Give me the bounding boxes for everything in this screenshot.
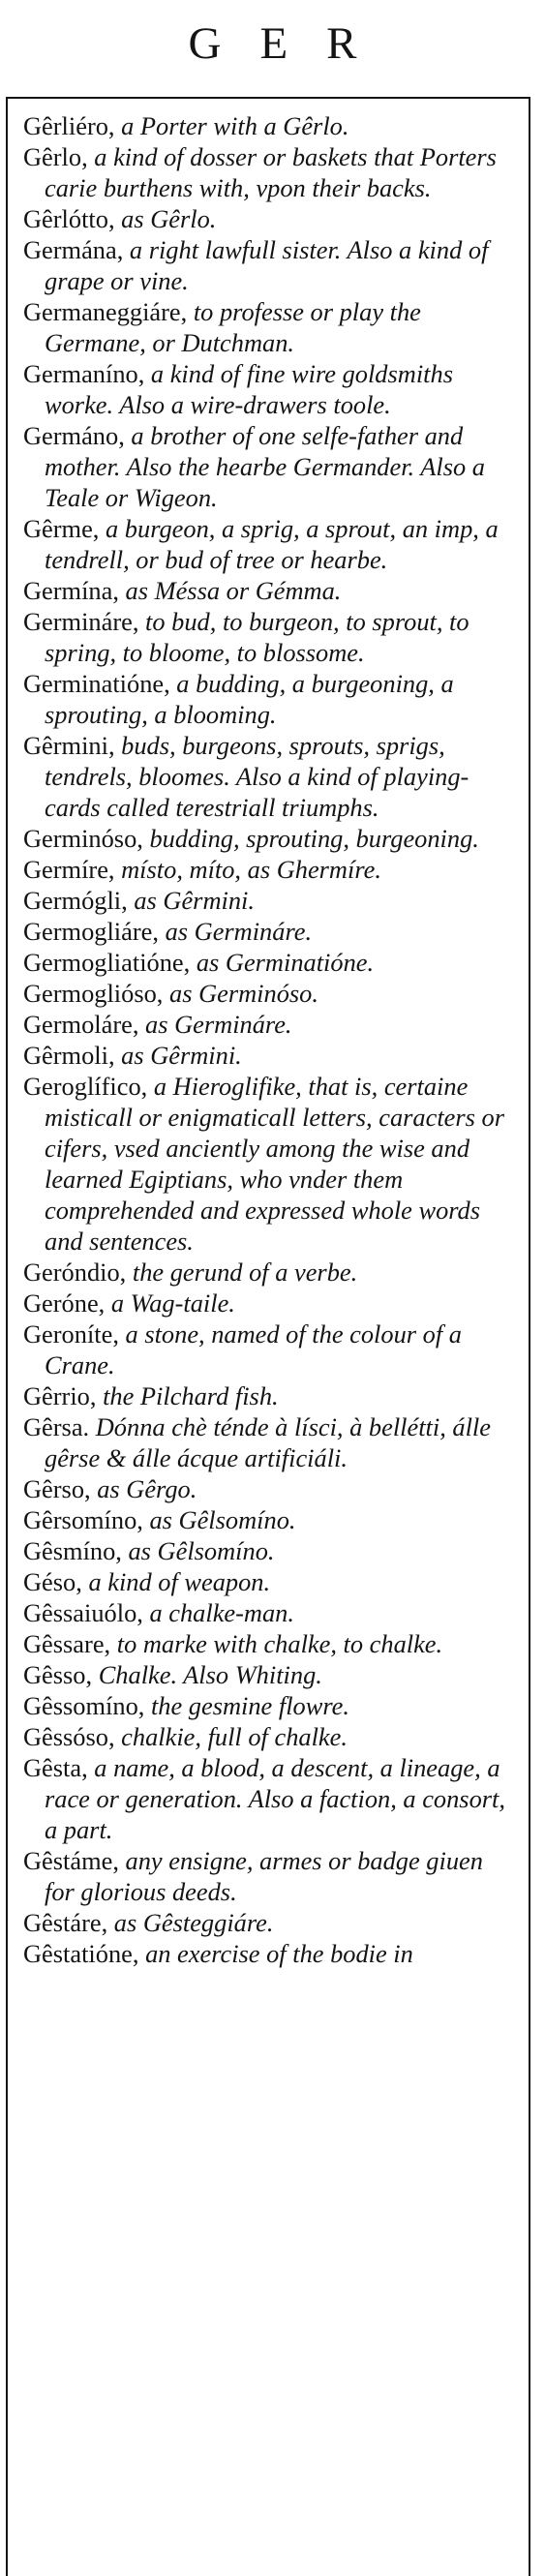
entry-headword: Geroglífico, [23, 1072, 148, 1101]
entry-headword: Germáno, [23, 421, 125, 450]
entry-headword: Gêssare, [23, 1629, 111, 1658]
dictionary-entry [23, 110, 519, 141]
entry-definition: a Porter with a Gêrlo. [114, 111, 349, 140]
entry-headword: Germaníno, [23, 359, 145, 388]
entry-headword: Gêrrio, [23, 1381, 97, 1410]
entry-definition: as Gêlsomíno. [121, 1536, 275, 1565]
entry-definition: a kind of weapon. [81, 1567, 271, 1596]
entry-definition: Chalke. Also Whiting. [92, 1660, 322, 1689]
entry-definition: a name, a blood, a descent, a lineage, a race or generation. Also a faction, a consort, a part. [45, 1753, 505, 1844]
entry-definition: to bud, to burgeon, to sprout, to spring, to bloome, to blossome. [45, 607, 469, 667]
entry-definition: budding, sprouting, burgeoning. [142, 824, 479, 853]
entry-headword: Germoláre, [23, 1010, 139, 1039]
dictionary-entry [23, 1504, 519, 1535]
dictionary-entry [23, 730, 519, 823]
dictionary-entry [23, 885, 519, 916]
dictionary-entry [23, 1473, 519, 1504]
dictionary-entry [23, 358, 519, 420]
entry-headword: Germogliatióne, [23, 948, 191, 977]
dictionary-entry [23, 1411, 519, 1473]
entry-definition: as Gêrlo. [114, 204, 217, 233]
dictionary-entry [23, 1752, 519, 1845]
entry-definition: as Gêrmini. [114, 1041, 242, 1070]
entry-definition: an exercise of the bodie in [138, 1939, 413, 1968]
entry-definition: as Germináre. [138, 1010, 292, 1039]
page-header [0, 0, 545, 95]
entry-headword: Germíre, [23, 855, 115, 884]
dictionary-entry [23, 1597, 519, 1628]
entry-headword: Germána, [23, 235, 124, 264]
running-head: GER [188, 18, 396, 69]
dictionary-entry [23, 947, 519, 978]
entry-headword: Geróndio, [23, 1258, 127, 1287]
dictionary-entry [23, 420, 519, 513]
dictionary-entry [23, 1071, 519, 1257]
entry-definition: a right lawfull sister. Also a kind of grape or vine. [45, 235, 489, 295]
entry-definition: as Gêrgo. [90, 1474, 197, 1503]
dictionary-entry [23, 1628, 519, 1659]
dictionary-entry [23, 1318, 519, 1380]
entry-definition: as Gêlsomíno. [142, 1505, 296, 1534]
entry-definition: as Germinóso. [163, 979, 318, 1008]
entry-headword: Gêrsa. [23, 1412, 90, 1441]
entry-headword: Germináre, [23, 607, 139, 636]
entry-headword: Gêrlo, [23, 142, 88, 171]
entry-headword: Gêrmini, [23, 731, 115, 760]
entry-headword: Gêrsomíno, [23, 1505, 143, 1534]
dictionary-entry [23, 1535, 519, 1566]
entry-definition: to professe or play the Germane, or Dutchman. [45, 297, 421, 357]
entry-headword: Gêstatióne, [23, 1939, 139, 1968]
dictionary-entry [23, 1721, 519, 1752]
dictionary-entry [23, 668, 519, 730]
entry-headword: Géso, [23, 1567, 82, 1596]
entry-definition: buds, burgeons, sprouts, sprigs, tendrels, bloomes. Also a kind of playing-cards called terestriall triumphs. [45, 731, 469, 822]
entry-definition: a stone, named of the colour of a Crane. [45, 1319, 462, 1379]
entry-headword: Gêssomíno, [23, 1691, 145, 1720]
entry-definition: a budding, a burgeoning, a sprouting, a blooming. [45, 669, 454, 729]
entry-definition: as Germinatióne. [190, 948, 375, 977]
entry-headword: Germógli, [23, 886, 128, 915]
entry-headword: Gêrso, [23, 1474, 91, 1503]
entry-definition: chalkie, full of chalke. [114, 1722, 348, 1751]
dictionary-entry [23, 854, 519, 885]
entry-headword: Geróne, [23, 1288, 106, 1318]
entry-headword: Germogliáre, [23, 917, 159, 946]
entry-headword: Germína, [23, 576, 119, 605]
entry-definition: a burgeon, a sprig, a sprout, an imp, a tendrell, or bud of tree or hearbe. [45, 514, 499, 574]
dictionary-entry [23, 1257, 519, 1288]
entry-headword: Gêrme, [23, 514, 100, 543]
dictionary-entry [23, 1938, 519, 1969]
dictionary-entry [23, 606, 519, 668]
entry-headword: Gêssóso, [23, 1722, 115, 1751]
dictionary-entry [23, 1288, 519, 1318]
entry-headword: Gêsta, [23, 1753, 88, 1782]
entry-definition: any ensigne, armes or badge giuen for glorious deeds. [45, 1846, 483, 1906]
dictionary-entry [23, 234, 519, 296]
entry-headword: Gêrliéro, [23, 111, 115, 140]
entry-headword: Germoglióso, [23, 979, 164, 1008]
entry-headword: Germinatióne, [23, 669, 170, 698]
dictionary-entry [23, 296, 519, 358]
entry-definition: a Wag-taile. [105, 1288, 235, 1318]
dictionary-entry [23, 1380, 519, 1411]
dictionary-entry [23, 575, 519, 606]
entry-headword: Gêstáme, [23, 1846, 119, 1875]
dictionary-entry [23, 513, 519, 575]
entries-column [6, 97, 530, 2576]
entry-definition: the gerund of a verbe. [126, 1258, 358, 1287]
entry-definition: a chalke-man. [142, 1598, 294, 1627]
dictionary-entry [23, 1907, 519, 1938]
entry-definition: as Germináre. [158, 917, 313, 946]
entry-headword: Gêssaiuólo, [23, 1598, 143, 1627]
entry-headword: Gêsso, [23, 1660, 93, 1689]
dictionary-entry [23, 1009, 519, 1040]
entry-definition: a Hieroglifike, that is, certaine misticall or enigmaticall letters, caracters or cifers, vsed anciently among the wise and learned Egiptians, who vnder them comprehended and expressed whole words and sentences. [45, 1072, 504, 1256]
entry-headword: Gêrmoli, [23, 1041, 115, 1070]
dictionary-entry [23, 1659, 519, 1690]
entry-definition: Dónna chè ténde à lísci, à bellétti, álle gêrse & álle ácque artificiáli. [45, 1412, 491, 1472]
entry-definition: as Méssa or Gémma. [118, 576, 342, 605]
entry-definition: a kind of fine wire goldsmiths worke. Also a wire-drawers toole. [45, 359, 453, 419]
dictionary-entry [23, 916, 519, 947]
dictionary-entry [23, 1566, 519, 1597]
entry-definition: as Gêsteggiáre. [107, 1908, 274, 1937]
dictionary-entry [23, 1845, 519, 1907]
entry-headword: Germinóso, [23, 824, 143, 853]
dictionary-entry [23, 978, 519, 1009]
entry-definition: as Gêrmini. [127, 886, 255, 915]
dictionary-entry [23, 141, 519, 203]
entry-definition: to marke with chalke, to chalke. [110, 1629, 443, 1658]
entry-definition: a brother of one selfe-father and mother. Also the hearbe Germander. Also a Teale or Wigeon. [45, 421, 485, 512]
dictionary-entry [23, 1040, 519, 1071]
entry-headword: Germaneggiáre, [23, 297, 188, 326]
dictionary-entry [23, 823, 519, 854]
dictionary-entry [23, 203, 519, 234]
entry-definition: a kind of dosser or baskets that Porters carie burthens with, vpon their backs. [45, 142, 497, 202]
entry-definition: the gesmine flowre. [144, 1691, 349, 1720]
entry-headword: Gêsmíno, [23, 1536, 122, 1565]
entry-headword: Geroníte, [23, 1319, 119, 1349]
dictionary-entry [23, 1690, 519, 1721]
entry-headword: Gêrlótto, [23, 204, 115, 233]
entry-headword: Gêstáre, [23, 1908, 108, 1937]
entry-definition: the Pilchard fish. [96, 1381, 279, 1410]
entry-definition: místo, míto, as Ghermíre. [114, 855, 381, 884]
